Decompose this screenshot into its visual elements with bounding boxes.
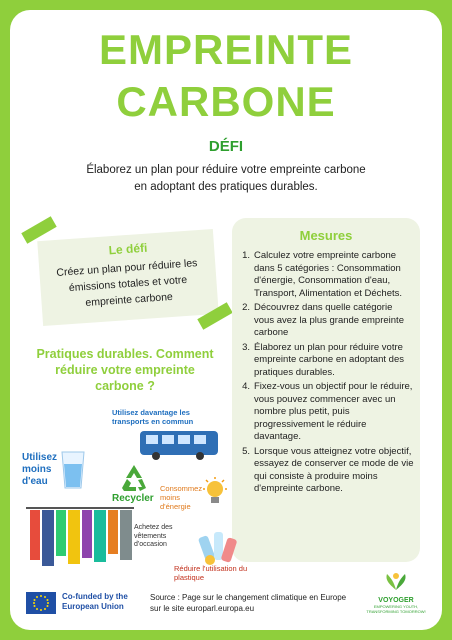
mesures-title: Mesures	[299, 228, 353, 243]
source-text: Source : Page sur le changement climatique en Europe sur le site europarl.europa.eu	[150, 593, 347, 613]
transport-label: Utilisez davantage les transports en commun	[112, 408, 194, 426]
practices-title: Pratiques durables. Comment réduire votre empreinte carbone ?	[36, 347, 214, 393]
clothes-label: Achetez des vêtements d'occasion	[134, 524, 173, 548]
voyoger-name: VOYOGER	[378, 597, 414, 604]
recycle-label: Recycler	[112, 493, 154, 504]
water-label: Utilisez moins d'eau	[22, 452, 58, 487]
list-item: 4. Fixez-vous un objectif pour le réduire, vous pouvez commencer avec un nombre plus petit, puis progressivement le réduire davantage.	[242, 381, 413, 442]
challenge-title: Le défi	[108, 240, 148, 258]
clothes-rack-icon	[24, 504, 136, 570]
plastic-waste-icon	[198, 526, 238, 566]
lightbulb-icon	[200, 476, 230, 510]
poster-sheet	[10, 10, 442, 630]
energy-label: Consommez moins d'énergie	[160, 484, 203, 511]
defi-label: DÉFI	[208, 138, 244, 155]
page-title-line2: CARBONE	[116, 78, 336, 125]
list-item: 5. Lorsque vous atteignez votre objectif, essayez de conserver ce mode de vie qui consiste à produire moins d'empreinte carbone.	[242, 445, 414, 494]
bus-icon	[138, 428, 220, 462]
eu-flag-icon	[26, 592, 56, 614]
intro-text: Élaborez un plan pour réduire votre empreinte carbone en adoptant des pratiques durables.	[86, 164, 366, 193]
recycle-icon	[118, 462, 150, 494]
plastic-label: Réduire l'utilisation du plastique	[174, 564, 248, 582]
voyoger-logo	[366, 570, 426, 614]
list-item: 3. Élaborez un plan pour réduire votre empreinte carbone en adoptant des pratiques durables.	[242, 341, 404, 378]
page-title-line1: EMPREINTE	[98, 26, 354, 73]
eu-cofunded-text: Co-funded by the European Union	[62, 592, 128, 611]
list-item: 1. Calculez votre empreinte carbone dans 5 catégories : Consommation d'énergie, Consommation d'eau, Transport, Alimentation et Déchets.	[242, 250, 403, 299]
mesures-list	[238, 250, 414, 498]
challenge-text: Créez un plan pour réduire les émissions totales et votre empreinte carbone	[56, 257, 198, 310]
list-item: 2. Découvrez dans quelle catégorie vous avez la plus grande empreinte carbone	[242, 302, 404, 338]
water-glass-icon	[60, 450, 86, 490]
voyoger-tagline: EMPOWERING YOUTH, TRANSFORMING TOMORROW!	[366, 604, 426, 614]
voyoger-emblem-icon	[381, 570, 411, 592]
